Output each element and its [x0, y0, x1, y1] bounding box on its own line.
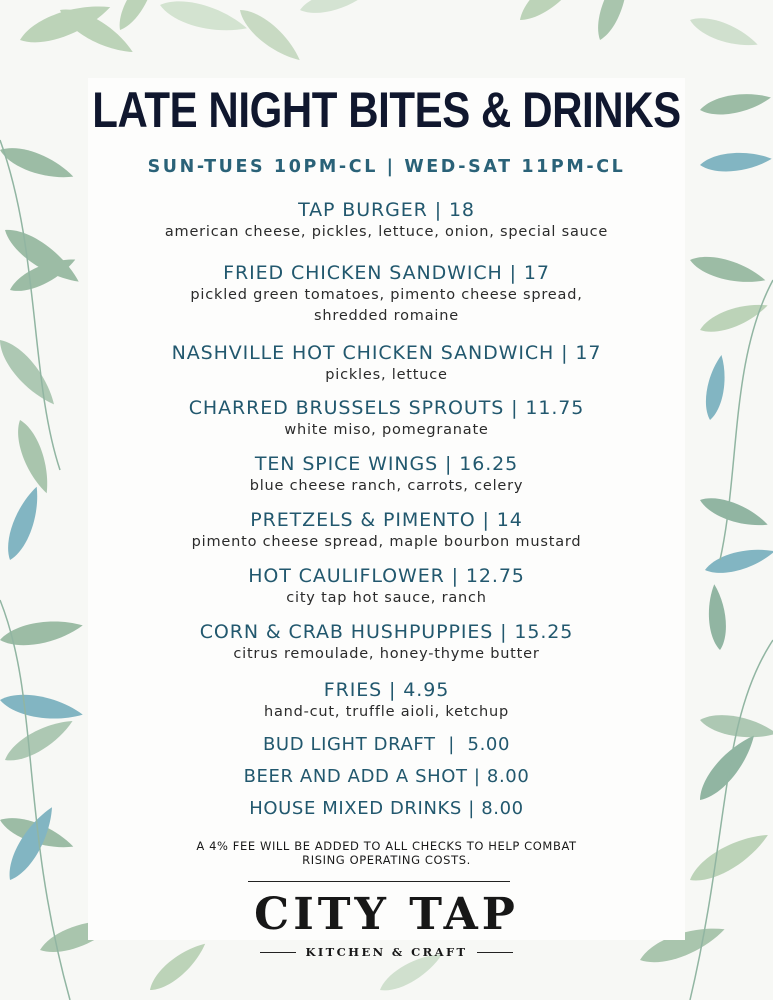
menu-item — [0, 396, 773, 441]
menu-item — [0, 620, 773, 665]
menu-item-name: FRIES | 4.95 — [323, 679, 450, 701]
menu-item-name: FRIED CHICKEN SANDWICH | 17 — [223, 262, 550, 284]
menu-item-description: american cheese, pickles, lettuce, onion, special sauce — [164, 224, 609, 240]
menu-item — [0, 452, 773, 497]
brand-logo-name: CITY TAP — [254, 889, 519, 940]
divider — [260, 952, 296, 953]
menu-item-name: CHARRED BRUSSELS SPROUTS | 11.75 — [188, 397, 585, 419]
menu-item-description: pickled green tomatoes, pimento cheese spread, — [190, 287, 583, 303]
menu-item-description: hand-cut, truffle aioli, ketchup — [263, 704, 510, 720]
drink-item — [0, 765, 773, 789]
menu-item — [0, 261, 773, 327]
divider — [477, 952, 513, 953]
menu-item-name: CORN & CRAB HUSHPUPPIES | 15.25 — [199, 621, 574, 643]
drink-item — [0, 733, 773, 757]
menu-item — [0, 678, 773, 723]
menu-item-name: TEN SPICE WINGS | 16.25 — [254, 453, 519, 475]
drink-item-name: BEER AND ADD A SHOT | 8.00 — [243, 766, 530, 787]
menu-item-name: HOT CAULIFLOWER | 12.75 — [248, 565, 525, 587]
menu-item-description: blue cheese ranch, carrots, celery — [249, 478, 524, 494]
divider — [248, 881, 510, 882]
menu-item-name: TAP BURGER | 18 — [298, 199, 475, 221]
menu-item-name: PRETZELS & PIMENTO | 14 — [250, 509, 523, 531]
brand-tagline: KITCHEN & CRAFT — [305, 945, 468, 959]
drink-item — [0, 797, 773, 821]
menu-item — [0, 564, 773, 609]
fee-notice — [0, 839, 773, 867]
menu-item-description: white miso, pomegranate — [284, 422, 489, 438]
fee-notice-line: A 4% FEE WILL BE ADDED TO ALL CHECKS TO HELP COMBAT — [196, 839, 577, 853]
menu-title: LATE NIGHT BITES & DRINKS — [92, 82, 681, 138]
drink-item-name: HOUSE MIXED DRINKS | 8.00 — [249, 798, 524, 819]
menu-item-description-continued: shredded romaine — [314, 308, 459, 324]
fee-notice-line: RISING OPERATING COSTS. — [302, 853, 471, 867]
menu-item-name: NASHVILLE HOT CHICKEN SANDWICH | 17 — [171, 342, 602, 364]
menu-item — [0, 341, 773, 386]
menu-item-description: citrus remoulade, honey-thyme butter — [233, 646, 540, 662]
menu-item — [0, 198, 773, 243]
menu-item-description: pimento cheese spread, maple bourbon mustard — [191, 534, 582, 550]
menu-item-description: city tap hot sauce, ranch — [286, 590, 487, 606]
service-hours: SUN-TUES 10PM-CL | WED-SAT 11PM-CL — [147, 157, 626, 177]
drink-item-name: BUD LIGHT DRAFT | 5.00 — [262, 734, 511, 755]
menu-item — [0, 508, 773, 553]
brand-tagline-row — [0, 943, 773, 961]
menu-item-description: pickles, lettuce — [325, 367, 448, 383]
